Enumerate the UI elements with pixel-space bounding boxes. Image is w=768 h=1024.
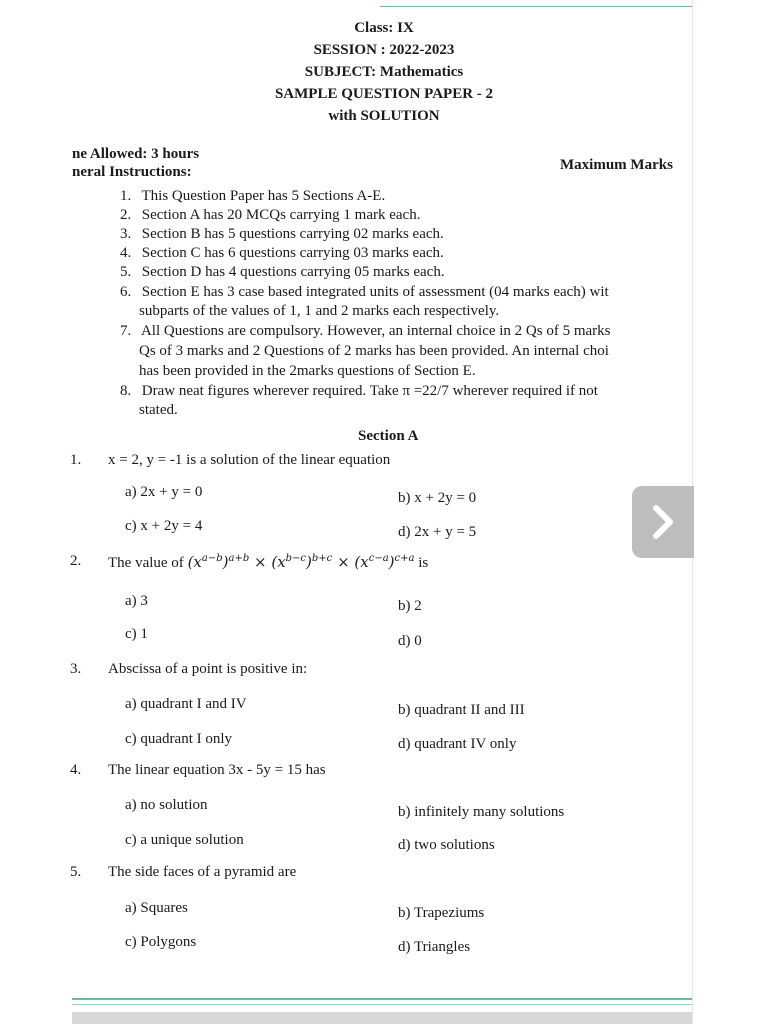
question-text-before: The value of bbox=[108, 555, 184, 571]
instruction-number: 4. bbox=[120, 245, 132, 261]
maximum-marks: Maximum Marks bbox=[560, 157, 673, 173]
instruction-item bbox=[120, 383, 598, 400]
instruction-number: 3. bbox=[120, 226, 132, 242]
question-text: The side faces of a pyramid are bbox=[108, 864, 297, 880]
option-b: b) x + 2y = 0 bbox=[398, 490, 477, 506]
option-c: c) 1 bbox=[125, 626, 148, 642]
question-text bbox=[108, 553, 428, 572]
question-number: 5. bbox=[70, 864, 82, 880]
instruction-text: Section D has 4 questions carrying 05 marks each. bbox=[141, 264, 445, 280]
instruction-item bbox=[120, 188, 385, 205]
instruction-continuation: Qs of 3 marks and 2 Questions of 2 marks has been provided. An internal choi bbox=[139, 343, 609, 359]
option-a: a) 3 bbox=[125, 593, 148, 609]
instruction-text: Draw neat figures wherever required. Take π =22/7 wherever required if not bbox=[141, 383, 598, 399]
instruction-item bbox=[120, 264, 445, 281]
option-d: d) 0 bbox=[398, 633, 422, 649]
bottom-rule-thin bbox=[72, 1004, 692, 1005]
subject-line: SUBJECT: Mathematics bbox=[304, 64, 464, 80]
instruction-number: 7. bbox=[120, 323, 132, 339]
option-b: b) infinitely many solutions bbox=[398, 804, 565, 820]
next-page-button[interactable] bbox=[632, 486, 694, 558]
option-c: c) a unique solution bbox=[125, 832, 244, 848]
option-b: b) 2 bbox=[398, 598, 422, 614]
section-title: Section A bbox=[358, 428, 419, 444]
question-number: 3. bbox=[70, 661, 82, 677]
instruction-item bbox=[120, 284, 609, 301]
class-line: Class: IX bbox=[354, 20, 414, 36]
question-text: Abscissa of a point is positive in: bbox=[108, 661, 308, 677]
bottom-rule bbox=[72, 998, 692, 1000]
question-number: 1. bbox=[70, 452, 82, 468]
instruction-text: All Questions are compulsory. However, an internal choice in 2 Qs of 5 marks bbox=[140, 323, 611, 339]
option-a: a) Squares bbox=[125, 900, 188, 916]
exponent-expression: $(x^{a-b})^{a+b} \times (x^{b-c})^{b+c} \times (x^{c-a})^{c+a}$ bbox=[187, 553, 415, 571]
option-a: a) no solution bbox=[125, 797, 208, 813]
paper-title: SAMPLE QUESTION PAPER - 2 bbox=[274, 86, 494, 102]
instruction-item bbox=[120, 245, 444, 262]
question-number: 2. bbox=[70, 553, 82, 569]
instruction-text: Section A has 20 MCQs carrying 1 mark each. bbox=[141, 207, 421, 223]
instruction-item bbox=[120, 207, 420, 224]
instruction-text: Section C has 6 questions carrying 03 marks each. bbox=[141, 245, 444, 261]
instruction-number: 2. bbox=[120, 207, 132, 223]
option-c: c) x + 2y = 4 bbox=[125, 518, 203, 534]
instruction-item bbox=[120, 323, 611, 340]
bottom-band bbox=[72, 1012, 692, 1024]
option-d: d) Triangles bbox=[398, 939, 471, 955]
option-c: c) Polygons bbox=[125, 934, 197, 950]
time-allowed: ne Allowed: 3 hours bbox=[72, 146, 200, 162]
chevron-right-icon bbox=[648, 504, 678, 540]
option-c: c) quadrant I only bbox=[125, 731, 233, 747]
option-b: b) Trapeziums bbox=[398, 905, 485, 921]
option-d: d) quadrant IV only bbox=[398, 736, 517, 752]
option-d: d) 2x + y = 5 bbox=[398, 524, 477, 540]
instruction-continuation: stated. bbox=[139, 402, 178, 418]
question-number: 4. bbox=[70, 762, 82, 778]
instruction-number: 1. bbox=[120, 188, 132, 204]
top-rule bbox=[380, 6, 692, 7]
instruction-text: Section E has 3 case based integrated units of assessment (04 marks each) wit bbox=[141, 284, 609, 300]
solution-line: with SOLUTION bbox=[328, 108, 440, 124]
instruction-text: Section B has 5 questions carrying 02 marks each. bbox=[141, 226, 444, 242]
question-text-after: is bbox=[418, 555, 429, 571]
option-d: d) two solutions bbox=[398, 837, 495, 853]
instructions-heading: neral Instructions: bbox=[72, 164, 192, 180]
instruction-number: 6. bbox=[120, 284, 132, 300]
instruction-continuation: has been provided in the 2marks questions of Section E. bbox=[139, 363, 476, 379]
instruction-number: 5. bbox=[120, 264, 132, 280]
right-gutter bbox=[692, 0, 768, 1024]
instruction-text: This Question Paper has 5 Sections A-E. bbox=[141, 188, 386, 204]
option-a: a) quadrant I and IV bbox=[125, 696, 247, 712]
instruction-item bbox=[120, 226, 444, 243]
option-a: a) 2x + y = 0 bbox=[125, 484, 203, 500]
session-line: SESSION : 2022-2023 bbox=[313, 42, 455, 58]
question-text: x = 2, y = -1 is a solution of the linear equation bbox=[108, 452, 391, 468]
question-text: The linear equation 3x - 5y = 15 has bbox=[108, 762, 326, 778]
instruction-continuation: subparts of the values of 1, 1 and 2 marks each respectively. bbox=[139, 303, 500, 319]
instruction-number: 8. bbox=[120, 383, 132, 399]
option-b: b) quadrant II and III bbox=[398, 702, 525, 718]
